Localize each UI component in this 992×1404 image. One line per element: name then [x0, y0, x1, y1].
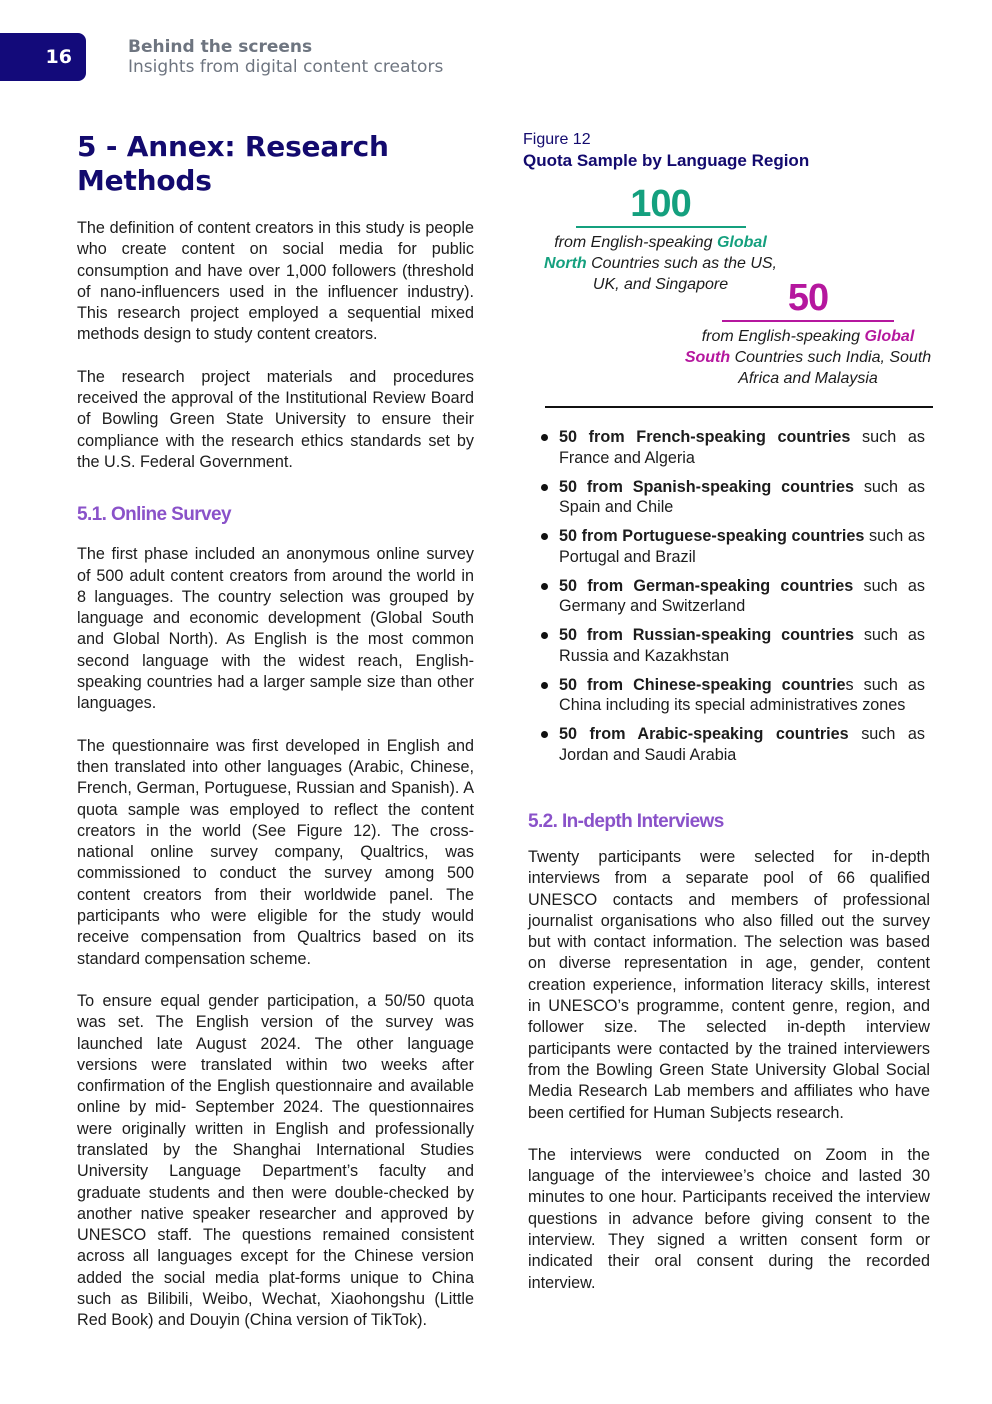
global-south-stat	[683, 278, 933, 389]
page-number: 16	[45, 46, 72, 68]
global-north-text-post: Countries such as the US, UK, and Singapore	[586, 255, 777, 293]
report-title: Behind the screens	[128, 37, 313, 57]
global-south-highlight: Global South	[684, 328, 915, 366]
survey-paragraph-2: The questionnaire was first developed in English and then translated into other languages (Arabic, Chinese, French, German, Portuguese, Russian and Spanish). A quota sample was employed to reflect the content creators in the world (See Figure 12). The cross-national online survey company, Qualtrics, was commissioned to conduct the survey among 500 content creators from their worldwide panel. The participants who were eligible for the study would receive compensation from Qualtrics based on its standard compensation scheme.	[77, 736, 474, 968]
survey-paragraph-1: The first phase included an anonymous online survey of 500 adult content creators from around the world in 8 languages. The country selection was grouped by language and economic development (Global South and Global North). As English is the most common second language with the widest reach, English-speaking countries had a larger sample size than other languages.	[77, 545, 474, 713]
global-north-number: 100	[630, 183, 691, 225]
figure-label: Figure 12	[523, 131, 591, 148]
report-subtitle: Insights from digital content creators	[128, 57, 444, 77]
right-column	[523, 130, 933, 1292]
global-south-text-pre: from English-speaking	[701, 328, 865, 345]
list-item: 50 from German-speaking countries such as Germany and Switzerland	[541, 576, 925, 617]
intro-paragraph-1: The definition of content creators in this study is people who create content on social media for public consumption and have over 1,000 followers (threshold of nano-influencers used in the influencer industry). This research project employed a sequential mixed methods design to study content creators.	[77, 219, 474, 344]
global-north-highlight: Global North	[544, 234, 767, 272]
interviews-paragraph-2: The interviews were conducted on Zoom in the language of the interviewee’s choice and lasted 30 minutes to one hour. Participants received the interview questions in advance before giving consent to the interview. They signed a written consent form or indicated their oral consent during the recorded interview.	[528, 1145, 930, 1292]
figure-title: Quota Sample by Language Region	[523, 151, 810, 170]
global-south-rule	[722, 320, 894, 322]
list-item: 50 from Chinese-speaking countries such as China including its special administratives zones	[541, 675, 925, 716]
list-item: 50 from French-speaking countries such as France and Algeria	[541, 427, 925, 468]
running-header	[128, 37, 443, 77]
interviews-section	[528, 810, 930, 1294]
global-south-text-post: Countries such India, South Africa and Malaysia	[730, 349, 932, 387]
quota-list	[541, 427, 925, 774]
left-column	[77, 130, 474, 1332]
survey-paragraph-3: To ensure equal gender participation, a 50/50 quota was set. The English version of the survey was launched late August 2024. The other language versions were translated within two weeks after confirmation of the English questionnaire and available online by mid- September 2024. The questionnaires were originally written in English and professionally translated by the Shanghai International Studies University Language Department’s faculty and graduate students and then were double-checked by another native speaker researcher and approved by UNESCO staff. The questions remained consistent across all languages except for the Chinese version added the social media plat-forms unique to China such as Bilibili, Weibo, Wechat, Xiaohongshu (Little Red Book) and Douyin (China version of TikTok).	[77, 991, 474, 1330]
interviews-paragraph-1: Twenty participants were selected for in-depth interviews from a separate pool of 66 qualified UNESCO contacts and members of professional journalist organisations who also filled out the survey but with contact information. The selection was based on diverse representation in age, gender, content creation experience, information literacy skills, interest in UNESCO’s programme, content genre, region, and follower size. The selected in-depth interview participants were contacted by the trained interviewers from the Bowling Green State University Global Social Media Research Lab members and affiliates who have been certified for Human Subjects research.	[528, 848, 930, 1122]
online-survey-heading: 5.1. Online Survey	[77, 504, 231, 526]
global-north-rule	[576, 226, 746, 228]
list-item: 50 from Arabic-speaking countries such as Jordan and Saudi Arabia	[541, 724, 925, 765]
global-south-number: 50	[787, 277, 829, 319]
interviews-heading: 5.2. In-depth Interviews	[528, 811, 724, 832]
page-number-tab	[0, 33, 86, 81]
list-item: 50 from Russian-speaking countries such as Russia and Kazakhstan	[541, 625, 925, 666]
intro-paragraph-2: The research project materials and procedures received the approval of the Institutional Review Board of Bowling Green State University to ensure their compliance with the research ethics standards set by the U.S. Federal Government.	[77, 367, 474, 471]
list-item: 50 from Portuguese-speaking countries such as Portugal and Brazil	[541, 526, 925, 567]
list-item: 50 from Spanish-speaking countries such as Spain and Chile	[541, 477, 925, 518]
page-title: 5 - Annex: Research Methods	[77, 130, 389, 197]
figure-divider	[545, 406, 933, 408]
global-north-text-pre: from English-speaking	[554, 234, 717, 251]
